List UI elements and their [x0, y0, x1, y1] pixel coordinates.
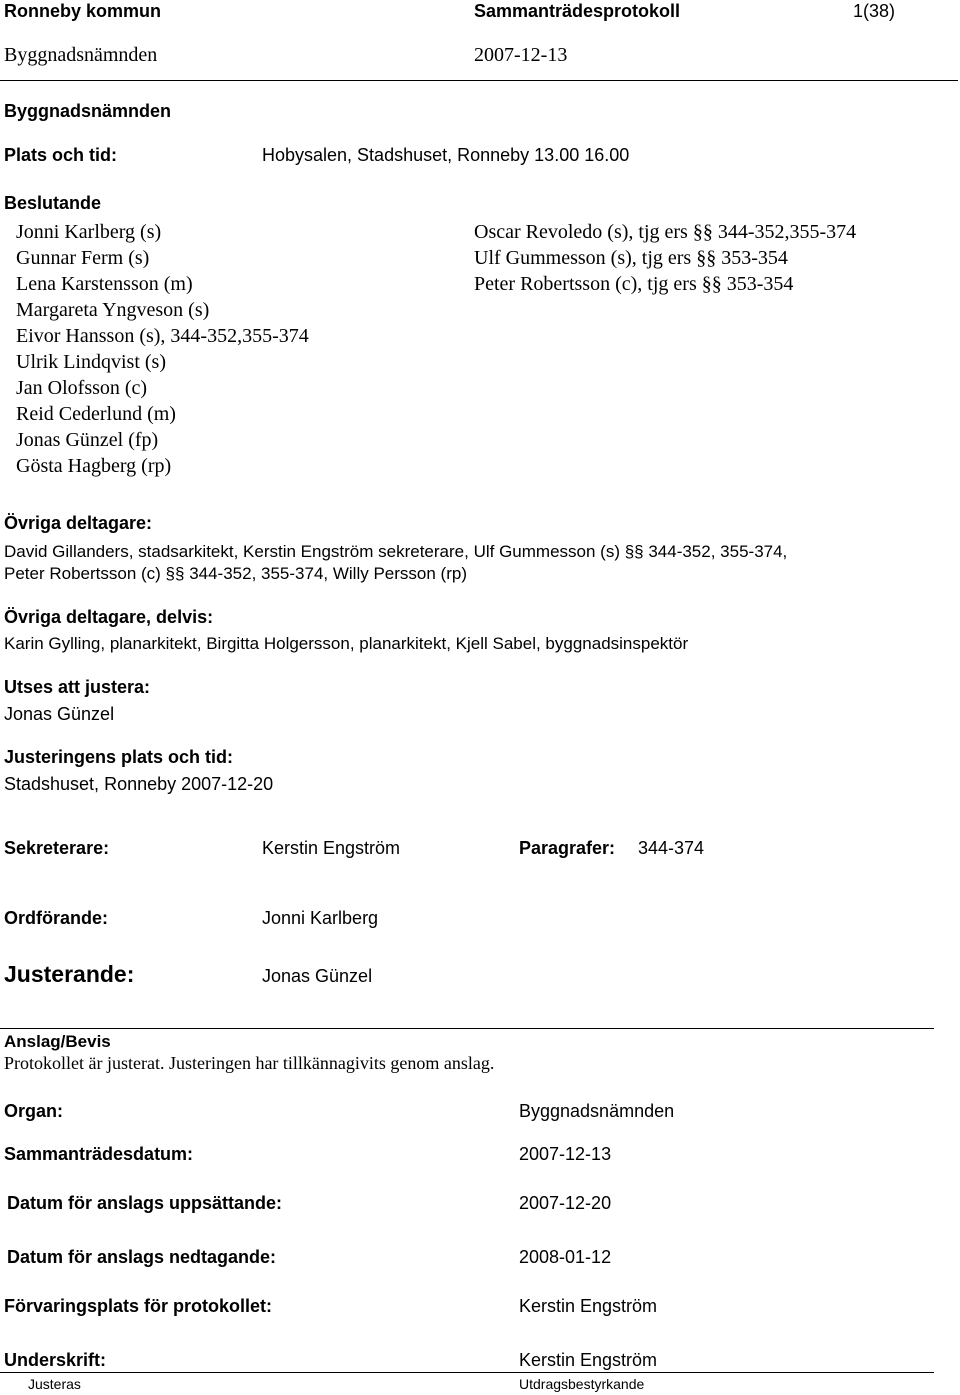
posting-date-value: 2007-12-20	[519, 1193, 612, 1213]
signature-rule	[0, 1372, 934, 1373]
substitute-member: Oscar Revoledo (s), tjg ers §§ 344-352,355-374	[474, 221, 857, 243]
deciding-member: Margareta Yngveson (s)	[16, 299, 210, 321]
secretary-value: Kerstin Engström	[262, 838, 401, 858]
posting-date-label: Datum för anslags uppsättande:	[7, 1193, 283, 1213]
others-label: Övriga deltagare:	[4, 513, 153, 533]
deciding-member: Eivor Hansson (s), 344-352,355-374	[16, 325, 309, 347]
org-name: Ronneby kommun	[4, 1, 162, 21]
place-label: Plats och tid:	[4, 145, 118, 165]
organ-value: Byggnadsnämnden	[519, 1101, 675, 1121]
deciding-member: Gunnar Ferm (s)	[16, 247, 150, 269]
adjust-place-label: Justeringens plats och tid:	[4, 747, 234, 767]
deciding-member: Jonni Karlberg (s)	[16, 221, 162, 243]
signature-value: Kerstin Engström	[519, 1350, 658, 1370]
document-type: Sammanträdesprotokoll	[474, 1, 681, 21]
secretary-label: Sekreterare:	[4, 838, 110, 858]
chair-value: Jonni Karlberg	[262, 908, 379, 928]
adjuster-label: Utses att justera:	[4, 677, 151, 697]
others-partial-text: Karin Gylling, planarkitekt, Birgitta Holgersson, planarkitekt, Kjell Sabel, byggnadsinspektör	[4, 634, 689, 653]
chair-label: Ordförande:	[4, 908, 109, 928]
storage-value: Kerstin Engström	[519, 1296, 658, 1316]
others-line-1: David Gillanders, stadsarkitekt, Kerstin Engström sekreterare, Ulf Gummesson (s) §§ 344-352, 355-374,	[4, 542, 788, 561]
adjusting-label: Justerande:	[4, 961, 135, 987]
adjusting-value: Jonas Günzel	[262, 966, 373, 986]
substitute-member: Ulf Gummesson (s), tjg ers §§ 353-354	[474, 247, 788, 269]
removal-date-value: 2008-01-12	[519, 1247, 612, 1267]
adjust-place-value: Stadshuset, Ronneby 2007-12-20	[4, 774, 274, 794]
deciding-label: Beslutande	[4, 193, 102, 213]
substitute-member: Peter Robertsson (c), tjg ers §§ 353-354	[474, 273, 794, 295]
page-number: 1(38)	[853, 1, 896, 21]
adjuster-value: Jonas Günzel	[4, 704, 115, 724]
paragraphs-label: Paragrafer:	[519, 838, 616, 858]
header-rule	[0, 80, 958, 81]
deciding-member: Reid Cederlund (m)	[16, 403, 176, 425]
signature-label: Underskrift:	[4, 1350, 107, 1370]
organ-label: Organ:	[4, 1101, 64, 1121]
removal-date-label: Datum för anslags nedtagande:	[7, 1247, 277, 1267]
storage-label: Förvaringsplats för protokollet:	[4, 1296, 273, 1316]
others-partial-label: Övriga deltagare, delvis:	[4, 607, 214, 627]
deciding-member: Lena Karstensson (m)	[16, 273, 193, 295]
notice-rule	[0, 1028, 934, 1029]
deciding-member: Jonas Günzel (fp)	[16, 429, 159, 451]
paragraphs-value: 344-374	[638, 838, 705, 858]
deciding-member: Jan Olofsson (c)	[16, 377, 148, 399]
notice-text: Protokollet är justerat. Justeringen har tillkännagivits genom anslag.	[4, 1053, 495, 1073]
meeting-date-value: 2007-12-13	[519, 1144, 612, 1164]
header-date: 2007-12-13	[474, 44, 568, 66]
footer-justeras: Justeras	[28, 1376, 81, 1392]
footer-utdragsbestyrkande: Utdragsbestyrkande	[519, 1376, 645, 1392]
notice-title: Anslag/Bevis	[4, 1032, 111, 1051]
header-committee: Byggnadsnämnden	[4, 44, 158, 66]
place-value: Hobysalen, Stadshuset, Ronneby 13.00 16.00	[262, 145, 630, 165]
meeting-title: Byggnadsnämnden	[4, 101, 172, 121]
meeting-date-label: Sammanträdesdatum:	[4, 1144, 194, 1164]
deciding-member: Ulrik Lindqvist (s)	[16, 351, 166, 373]
deciding-member: Gösta Hagberg (rp)	[16, 455, 172, 477]
others-line-2: Peter Robertsson (c) §§ 344-352, 355-374, Willy Persson (rp)	[4, 564, 467, 583]
